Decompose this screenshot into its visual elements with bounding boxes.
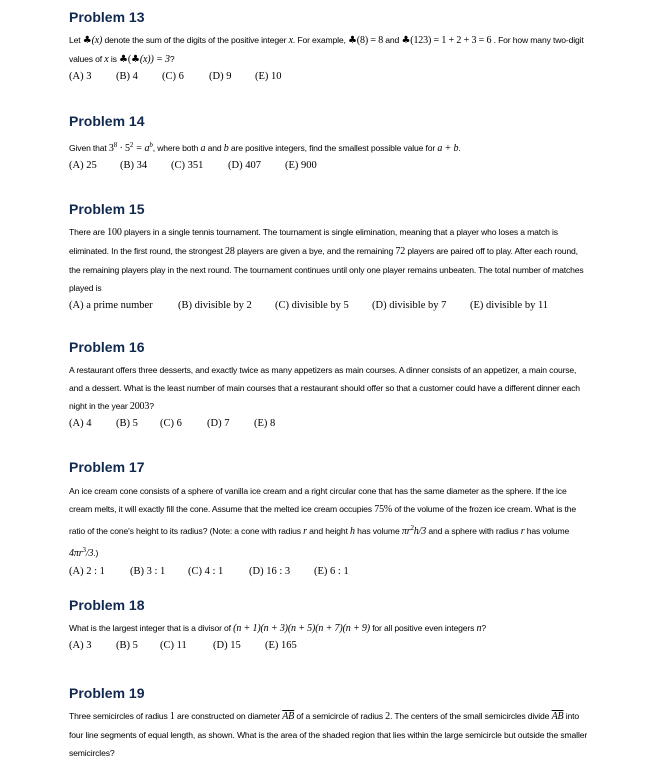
choice-c: (C) 351 (171, 160, 204, 171)
choice-e: (E) divisible by 11 (470, 300, 549, 311)
problem-13 (69, 8, 589, 85)
text: A restaurant offers three desserts, and exactly twice as many appetizers as main courses. A dinner consists of an appetizer, a main course, and a dessert. What is the least number of main courses that a restaurant should offer so that a customer could have a different dinner each night in the year (69, 365, 580, 411)
text: are constructed on diameter (177, 711, 280, 721)
choice-d: (D) 9 (209, 71, 232, 82)
text: ? (481, 623, 486, 633)
problem-title: Problem 14 (69, 113, 145, 129)
text: of the volume of the frozen ice cream. What is the ratio of the cone's height to its radius? (Note: a cone with radius (69, 504, 577, 536)
math: (123) = 1 + 2 + 3 = 6 (410, 35, 492, 46)
math: r (520, 526, 525, 537)
club-icon: ♣ (347, 35, 357, 46)
text: has volume (526, 526, 570, 536)
club-icon: ♣ (82, 35, 92, 46)
problem-text (69, 619, 589, 638)
answer-choices (69, 69, 589, 85)
text: .) (93, 548, 99, 558)
text: is (110, 54, 117, 64)
problem-text (69, 136, 589, 158)
text: ? (169, 54, 175, 64)
problem-text (69, 31, 589, 69)
choice-d: (D) 407 (228, 160, 261, 171)
math-exponent: 3 (82, 546, 86, 554)
choice-e: (E) 6 : 1 (314, 566, 349, 577)
math: πr (401, 526, 411, 537)
choice-c: (C) divisible by 5 (275, 300, 349, 311)
choice-c: (C) 4 : 1 (188, 566, 224, 577)
problem-15 (69, 200, 589, 314)
math: ( (127, 54, 132, 65)
answer-choices (69, 298, 589, 314)
choice-d: (D) 16 : 3 (249, 566, 291, 577)
text: , where both (152, 143, 199, 153)
choice-b: (B) divisible by 2 (178, 300, 252, 311)
text: are positive integers, find the smallest possible value for (230, 143, 436, 153)
text: Given that (69, 143, 107, 153)
problem-text (69, 361, 589, 416)
text: and height (309, 526, 348, 536)
choice-b: (B) 4 (116, 71, 138, 82)
text: and a sphere with radius (428, 526, 519, 536)
text: players are paired off to play. After each round, the remaining players play in the next round. The tournament continues until only one player remains unbeaten. The total number of matches played is (69, 246, 584, 293)
text: . The centers of the small semicircles divide (390, 711, 550, 721)
math: 28 (225, 246, 235, 257)
answer-choices (69, 638, 589, 654)
club-icon: ♣ (131, 54, 140, 65)
choice-d: (D) 7 (207, 418, 230, 429)
math-exponent: 8 (113, 141, 118, 149)
text: has volume (357, 526, 400, 536)
answer-choices (69, 416, 589, 432)
text: and (207, 143, 222, 153)
problem-title: Problem 19 (69, 685, 145, 701)
text: . (458, 143, 461, 153)
math: 1 (169, 711, 175, 722)
text: and (385, 35, 400, 45)
text: Let (69, 35, 81, 45)
text: of a semicircle of radius (296, 711, 383, 721)
math: 100 (107, 227, 122, 238)
math-exponent: b (149, 141, 153, 149)
choice-a: (A) 25 (69, 160, 97, 171)
answer-choices (69, 564, 589, 580)
problem-title: Problem 13 (69, 9, 145, 25)
math: (n + 1)(n + 3)(n + 5)(n + 7)(n + 9) (233, 623, 370, 634)
math: (x)) = 3 (139, 54, 170, 65)
math: r (303, 526, 307, 537)
problem-14 (69, 112, 589, 174)
math: n (476, 623, 482, 634)
problem-text (69, 482, 589, 563)
problem-17 (69, 458, 589, 580)
math: $\overline{AB}$ (551, 711, 564, 722)
math: h/3 (413, 526, 427, 537)
text: for all positive even integers (372, 623, 475, 633)
choice-a: (A) 2 : 1 (69, 566, 105, 577)
math: a + b (437, 143, 459, 154)
math: = a (133, 143, 150, 154)
text: ? (149, 401, 154, 411)
choice-d: (D) divisible by 7 (372, 300, 447, 311)
problem-text (69, 223, 589, 297)
text: . For example, (292, 35, 346, 45)
problem-18 (69, 596, 589, 654)
problem-19 (69, 684, 589, 762)
math: 3 (108, 143, 114, 154)
problem-text (69, 707, 589, 762)
math: 2003 (129, 401, 150, 412)
math: /3 (85, 548, 94, 559)
text: players in a single tennis tournament. The tournament is single elimination, meaning that a player who loses a match is eliminated. In the first round, the strongest (69, 227, 558, 256)
choice-a: (A) 4 (69, 418, 92, 429)
choice-b: (B) 5 (116, 418, 138, 429)
math: 2 (385, 711, 391, 722)
choice-c: (C) 6 (160, 418, 182, 429)
choice-e: (E) 900 (285, 160, 317, 171)
text: What is the largest integer that is a divisor of (69, 623, 231, 633)
text: . For how many two-digit values of (69, 35, 584, 64)
math: a (200, 143, 206, 154)
math: 75% (374, 504, 393, 515)
text: players are given a bye, and the remaining (236, 246, 394, 256)
math: $\overline{AB}$ (282, 711, 295, 722)
problem-title: Problem 18 (69, 597, 145, 613)
math: x (104, 54, 109, 65)
choice-d: (D) 15 (213, 640, 241, 651)
math: 4πr (69, 548, 83, 559)
math: b (223, 143, 229, 154)
math: (x) (91, 35, 103, 46)
problem-16 (69, 338, 589, 432)
text: Three semicircles of radius (69, 711, 168, 721)
math: x (288, 35, 293, 46)
choice-e: (E) 165 (265, 640, 297, 651)
choice-b: (B) 5 (116, 640, 138, 651)
club-icon: ♣ (401, 35, 411, 46)
text: denote the sum of the digits of the positive integer (104, 35, 287, 45)
choice-c: (C) 11 (160, 640, 187, 651)
math: 72 (395, 246, 406, 257)
choice-a: (A) a prime number (69, 300, 153, 311)
problem-title: Problem 15 (69, 201, 145, 217)
choice-b: (B) 3 : 1 (130, 566, 166, 577)
choice-c: (C) 6 (162, 71, 184, 82)
math: (8) = 8 (356, 35, 384, 46)
math-exponent: 2 (410, 524, 414, 532)
math-exponent: 2 (129, 141, 134, 149)
text: There are (69, 227, 105, 237)
choice-a: (A) 3 (69, 71, 92, 82)
choice-a: (A) 3 (69, 640, 92, 651)
text: An ice cream cone consists of a sphere of vanilla ice cream and a right circular cone that has the same diameter as the sphere. If the ice cream melts, it will exactly fill the cone. Assume that the melted ice cream occupies (69, 486, 567, 514)
answer-choices (69, 158, 589, 174)
choice-b: (B) 34 (120, 160, 148, 171)
math: · 5 (117, 143, 130, 154)
math: h (350, 526, 355, 537)
text: into four line segments of equal length, as shown. What is the area of the shaded region that lies within the large semicircle but outside the smaller semicircles? (69, 711, 588, 758)
choice-e: (E) 8 (254, 418, 276, 429)
problem-title: Problem 17 (69, 459, 145, 475)
club-icon: ♣ (119, 54, 128, 65)
choice-e: (E) 10 (255, 71, 282, 82)
problem-title: Problem 16 (69, 339, 145, 355)
